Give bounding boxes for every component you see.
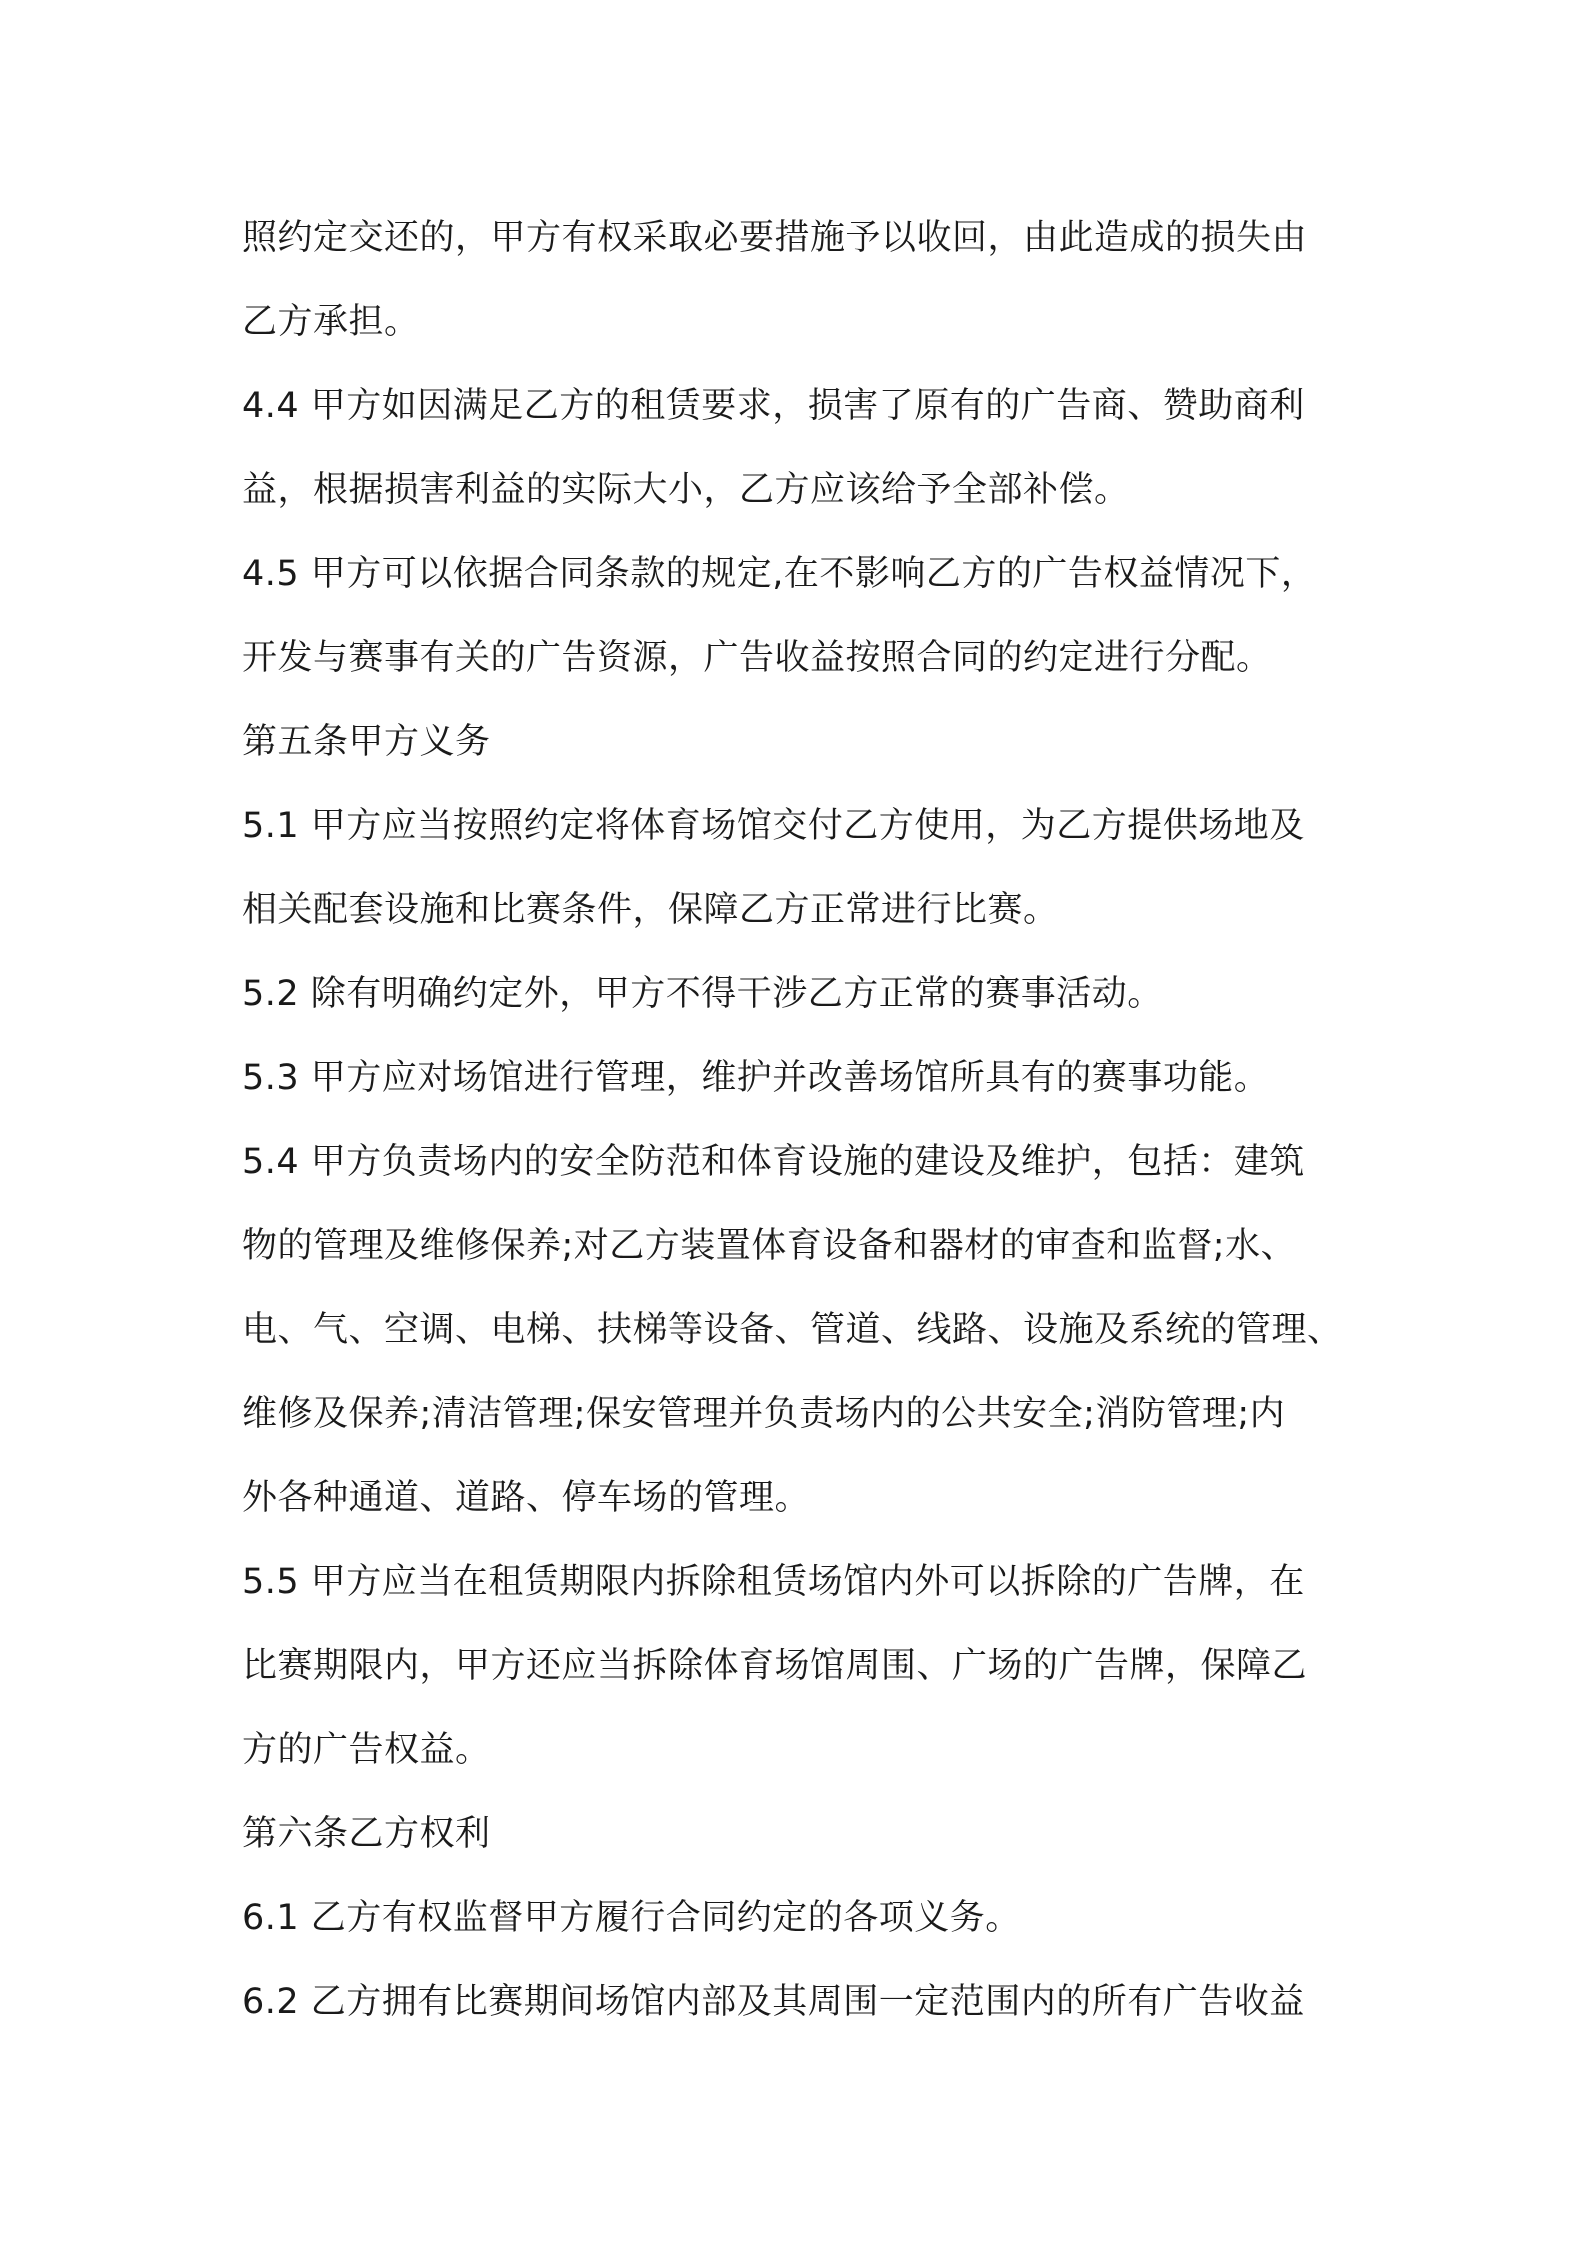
clause-5-1: 5.1 甲方应当按照约定将体育场馆交付乙方使用，为乙方提供场地及 <box>242 806 1305 846</box>
section-heading-6: 第六条乙方权利 <box>242 1814 491 1854</box>
text-line: 物的管理及维修保养;对乙方装置体育设备和器材的审查和监督;水、 <box>242 1226 1297 1266</box>
clause-5-3: 5.3 甲方应对场馆进行管理，维护并改善场馆所具有的赛事功能。 <box>242 1058 1270 1098</box>
clause-4-5: 4.5 甲方可以依据合同条款的规定,在不影响乙方的广告权益情况下， <box>242 554 1317 594</box>
clause-4-4: 4.4 甲方如因满足乙方的租赁要求，损害了原有的广告商、赞助商利 <box>242 386 1305 426</box>
text-line: 方的广告权益。 <box>242 1730 491 1770</box>
text-line: 开发与赛事有关的广告资源，广告收益按照合同的约定进行分配。 <box>242 638 1272 678</box>
text-line: 乙方承担。 <box>242 302 420 342</box>
text-line: 外各种通道、道路、停车场的管理。 <box>242 1478 811 1518</box>
text-line: 维修及保养;清洁管理;保安管理并负责场内的公共安全;消防管理;内 <box>242 1394 1286 1434</box>
text-line: 相关配套设施和比赛条件，保障乙方正常进行比赛。 <box>242 890 1059 930</box>
text-line: 照约定交还的，甲方有权采取必要措施予以收回，由此造成的损失由 <box>242 218 1308 258</box>
clause-6-1: 6.1 乙方有权监督甲方履行合同约定的各项义务。 <box>242 1898 1021 1938</box>
clause-5-5: 5.5 甲方应当在租赁期限内拆除租赁场馆内外可以拆除的广告牌，在 <box>242 1562 1305 1602</box>
clause-5-2: 5.2 除有明确约定外，甲方不得干涉乙方正常的赛事活动。 <box>242 974 1163 1014</box>
contract-text <box>242 196 1362 2044</box>
clause-5-4: 5.4 甲方负责场内的安全防范和体育设施的建设及维护，包括：建筑 <box>242 1142 1305 1182</box>
section-heading-5: 第五条甲方义务 <box>242 722 491 762</box>
text-line: 电、气、空调、电梯、扶梯等设备、管道、线路、设施及系统的管理、 <box>242 1310 1343 1350</box>
clause-6-2: 6.2 乙方拥有比赛期间场馆内部及其周围一定范围内的所有广告收益 <box>242 1982 1305 2022</box>
text-line: 益，根据损害利益的实际大小，乙方应该给予全部补偿。 <box>242 470 1130 510</box>
text-line: 比赛期限内，甲方还应当拆除体育场馆周围、广场的广告牌，保障乙 <box>242 1646 1308 1686</box>
